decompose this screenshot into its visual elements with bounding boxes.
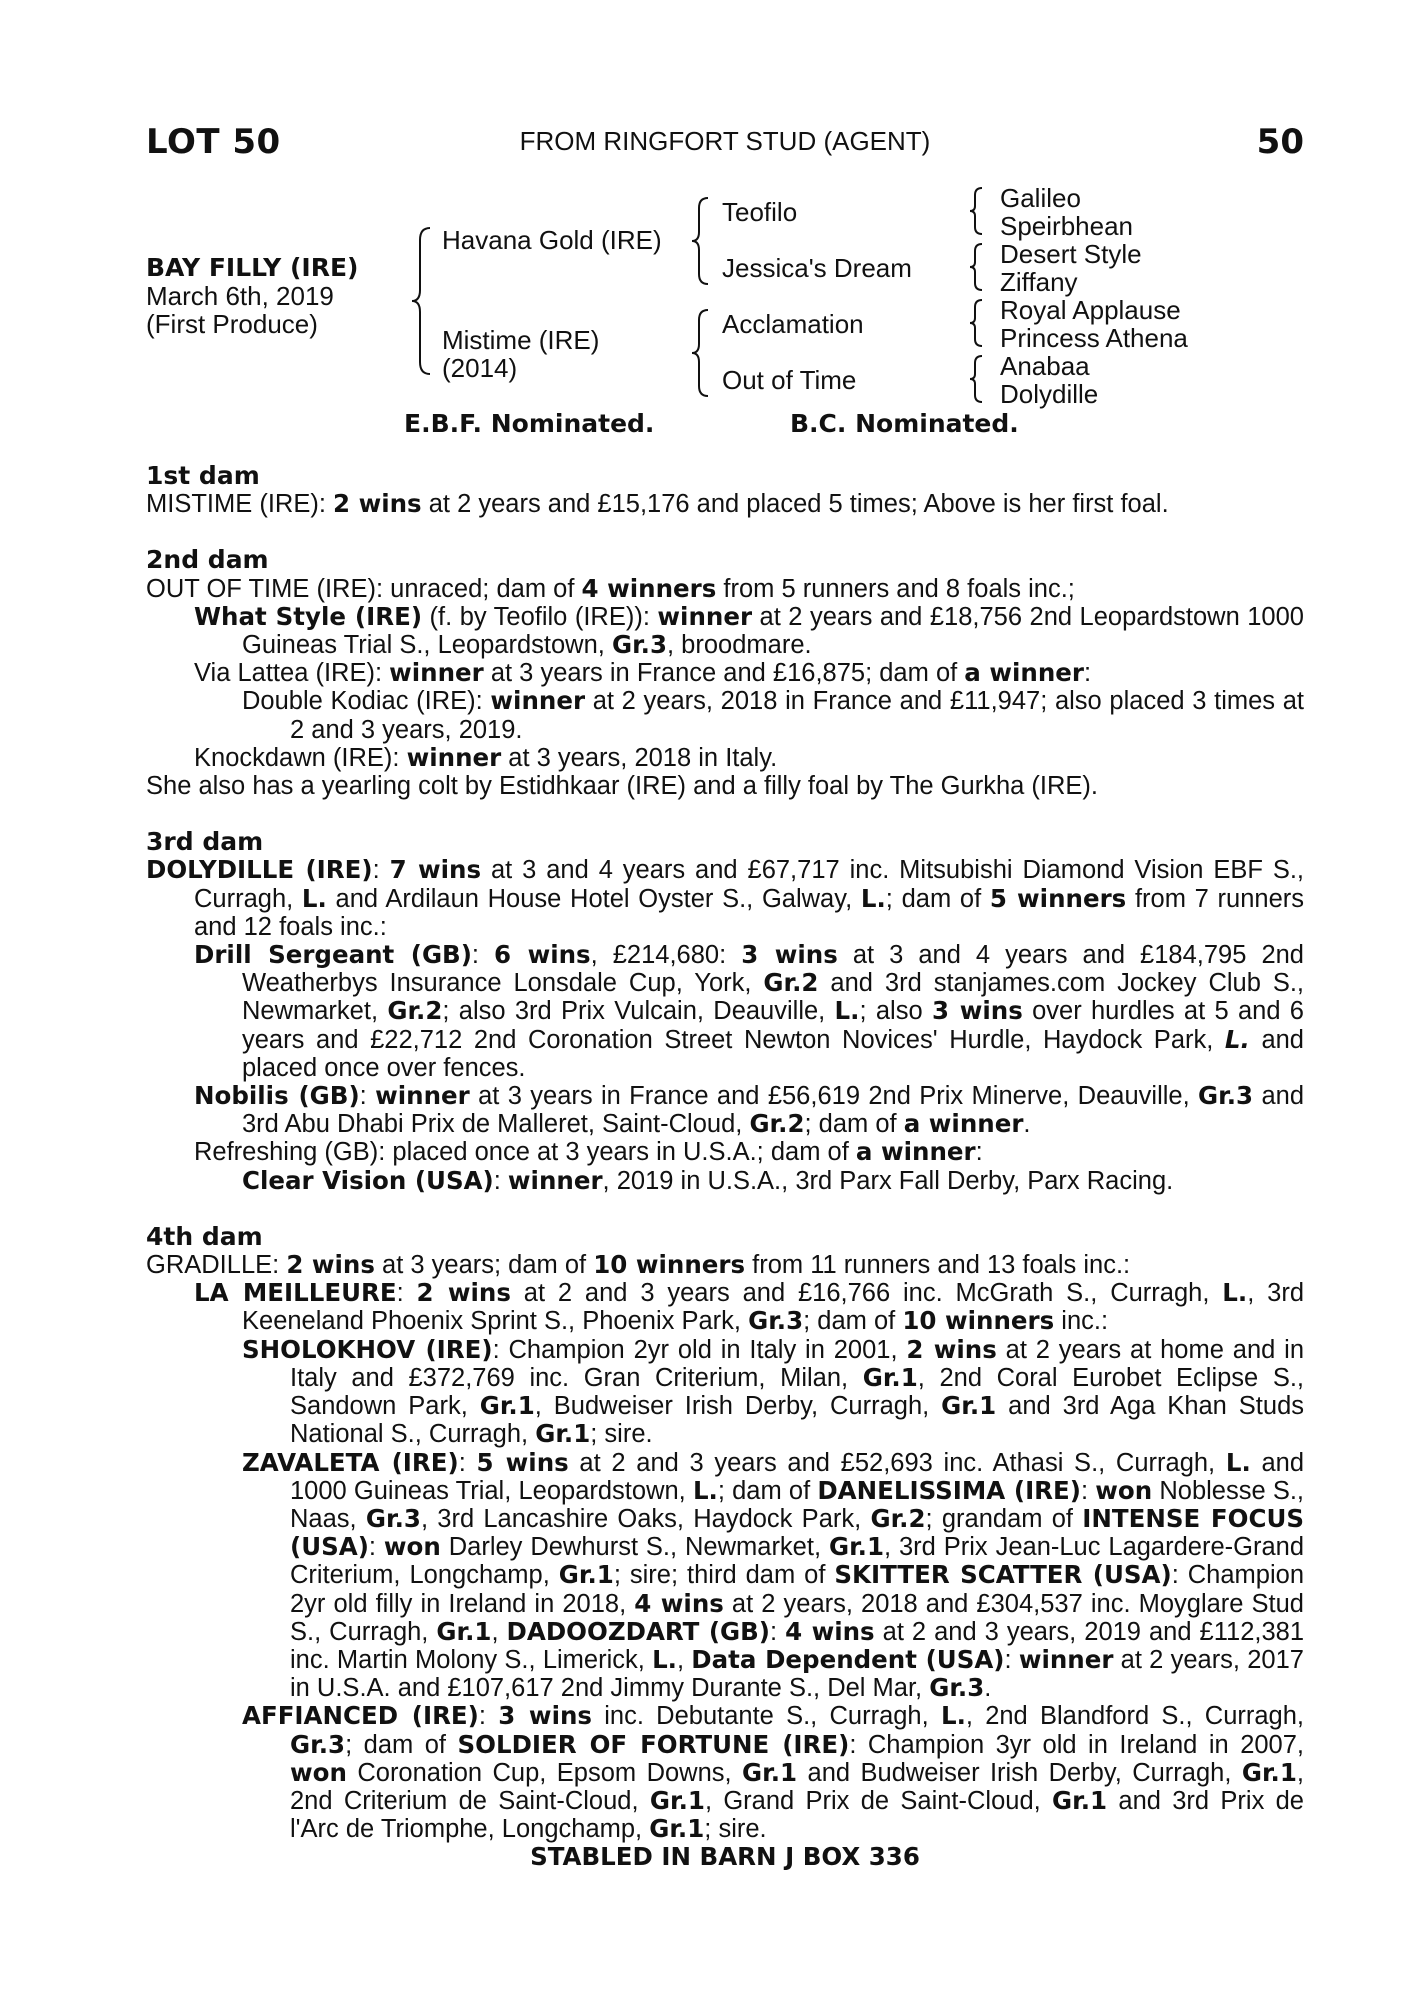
sire-sire: Teofilo — [722, 197, 798, 227]
dam-dam: Out of Time — [722, 365, 857, 395]
third-dam-heading: 3rd dam — [146, 827, 264, 857]
produce-drill-sergeant: Drill Sergeant (GB): 6 wins, £214,680: 3 wins at 3 and 4 years and £184,795 2nd Weatherbys Insurance Lonsdale Cup, York, Gr.2 and 3rd stanjames.com Jockey Club S., Newmarket, Gr.2; also 3rd Prix Vulcain, Deauville, L.; also 3 wins over hurdles at 5 and 6 years and £22,712 2nd Coronation Street Newton Novices' Hurdle, Haydock Park, L. and placed once over fences. — [194, 940, 1305, 1082]
second-dam-text: OUT OF TIME (IRE): unraced; dam of 4 winners from 5 runners and 8 foals inc.; — [146, 573, 1075, 603]
dam-sire: Acclamation — [722, 309, 864, 339]
catalogue-body — [146, 462, 1304, 1872]
third-dam-text: DOLYDILLE (IRE): 7 wins at 3 and 4 years and £67,717 inc. Mitsubishi Diamond Vision EBF S., Curragh, L. and Ardilaun House Hotel Oyster S., Galway, L.; dam of 5 winners from 7 runners and 12 foals inc.: — [146, 855, 1305, 941]
first-dam-heading: 1st dam — [146, 461, 260, 490]
produce-zavaleta: ZAVALETA (IRE): 5 wins at 2 and 3 years and £52,693 inc. Athasi S., Curragh, L. and 1000 Guineas Trial, Leopardstown, L.; dam of DANELISSIMA (IRE): won Noblesse S., Naas, Gr.3, 3rd Lancashire Oaks, Haydock Park, Gr.2; grandam of INTENSE FOCUS (USA): won Darley Dewhurst S., Newmarket, Gr.1, 3rd Prix Jean-Luc Lagardere-Grand Criterium, Longchamp, Gr.1; sire; third dam of SKITTER SCATTER (USA): Champion 2yr old filly in Ireland in 2018, 4 wins at 2 years, 2018 and £304,537 inc. Moyglare Stud S., Curragh, Gr.1, DADOOZDART (GB): 4 wins at 2 and 3 years, 2019 and £112,381 inc. Martin Molony S., Limerick, L., Data Dependent (USA): winner at 2 years, 2017 in U.S.A. and £107,617 2nd Jimmy Durante S., Del Mar, Gr.3. — [242, 1447, 1305, 1703]
produce-what-style: What Style (IRE) (f. by Teofilo (IRE)): winner at 2 years and £18,756 2nd Leopardstown 1000 Guineas Trial S., Leopardstown, Gr.3, broodmare. — [194, 601, 1304, 660]
dam-name: Mistime (IRE) — [442, 325, 600, 355]
ancestor-dolydille: Dolydille — [1000, 379, 1099, 409]
brace-g12 — [968, 186, 984, 236]
pedigree-chart — [0, 0, 1428, 450]
produce-note: (First Produce) — [146, 309, 318, 339]
produce-refreshing: Refreshing (GB): placed once at 3 years in U.S.A.; dam of a winner: — [194, 1137, 983, 1167]
foaling-date: March 6th, 2019 — [146, 281, 334, 311]
brace-sire-line — [690, 196, 710, 286]
brace-g78 — [968, 354, 984, 404]
brace-sire-dam — [410, 226, 432, 376]
lot-label: LOT 50 — [146, 122, 281, 162]
produce-clear-vision: Clear Vision (USA): winner, 2019 in U.S.A., 3rd Parx Fall Derby, Parx Racing. — [242, 1165, 1174, 1195]
ancestor-anabaa: Anabaa — [1000, 351, 1090, 381]
produce-la-meilleure: LA MEILLEURE: 2 wins at 2 and 3 years and £16,766 inc. McGrath S., Curragh, L., 3rd Keeneland Phoenix Sprint S., Phoenix Park, Gr.3; dam of 10 winners inc.: — [194, 1278, 1304, 1336]
ebf-nominated: E.B.F. Nominated. — [404, 409, 655, 438]
sire-name: Havana Gold (IRE) — [442, 225, 662, 255]
sire-dam: Jessica's Dream — [722, 253, 912, 283]
brace-g34 — [968, 242, 984, 292]
second-dam-note: She also has a yearling colt by Estidhkaar (IRE) and a filly foal by The Gurkha (IRE). — [146, 772, 1098, 801]
second-dam-heading: 2nd dam — [146, 545, 269, 575]
ancestor-galileo: Galileo — [1000, 183, 1081, 213]
stabling-note: STABLED IN BARN J BOX 336 — [530, 1842, 920, 1872]
produce-sholokhov: SHOLOKHOV (IRE): Champion 2yr old in Italy in 2001, 2 wins at 2 years at home and in Italy and £372,769 inc. Gran Criterium, Milan, Gr.1, 2nd Coral Eurobet Eclipse S., Sandown Park, Gr.1, Budweiser Irish Derby, Curragh, Gr.1 and 3rd Aga Khan Studs National S., Curragh, Gr.1; sire. — [242, 1334, 1304, 1449]
produce-via-lattea: Via Lattea (IRE): winner at 3 years in France and £16,875; dam of a winner: — [194, 658, 1092, 688]
produce-double-kodiac: Double Kodiac (IRE): winner at 2 years, 2018 in France and £11,947; also placed 3 times at 2 and 3 years, 2019. — [242, 686, 1305, 744]
ancestor-princess-athena: Princess Athena — [1000, 323, 1188, 353]
ancestor-ziffany: Ziffany — [1000, 267, 1078, 297]
produce-affianced: AFFIANCED (IRE): 3 wins inc. Debutante S., Curragh, L., 2nd Blandford S., Curragh, Gr.3; dam of SOLDIER OF FORTUNE (IRE): Champion 3yr old in Ireland in 2007, won Coronation Cup, Epsom Downs, Gr.1 and Budweiser Irish Derby, Curragh, Gr.1, 2nd Criterium de Saint-Cloud, Gr.1, Grand Prix de Saint-Cloud, Gr.1 and 3rd Prix de l'Arc de Triomphe, Longchamp, Gr.1; sire. — [242, 1701, 1305, 1844]
ancestor-speirbhean: Speirbhean — [1000, 211, 1133, 241]
bc-nominated: B.C. Nominated. — [790, 409, 1019, 438]
fourth-dam-heading: 4th dam — [146, 1221, 263, 1251]
produce-knockdawn: Knockdawn (IRE): winner at 3 years, 2018 in Italy. — [194, 742, 778, 772]
consignor: FROM RINGFORT STUD (AGENT) — [519, 126, 931, 156]
dam-year: (2014) — [442, 353, 518, 383]
ancestor-desert-style: Desert Style — [1000, 239, 1142, 269]
first-dam-text: MISTIME (IRE): 2 wins at 2 years and £15,176 and placed 5 times; Above is her first foal. — [146, 489, 1169, 519]
horse-name: BAY FILLY (IRE) — [146, 253, 359, 282]
brace-g56 — [968, 298, 984, 348]
produce-nobilis: Nobilis (GB): winner at 3 years in France and £56,619 2nd Prix Minerve, Deauville, Gr.3 and 3rd Abu Dhabi Prix de Malleret, Saint-Cloud, Gr.2; dam of a winner. — [194, 1081, 1305, 1139]
ancestor-royal-applause: Royal Applause — [1000, 295, 1181, 325]
brace-dam-line — [690, 308, 710, 398]
lot-number: 50 — [1256, 122, 1304, 162]
fourth-dam-text: GRADILLE: 2 wins at 3 years; dam of 10 winners from 11 runners and 13 foals inc.: — [146, 1250, 1131, 1280]
